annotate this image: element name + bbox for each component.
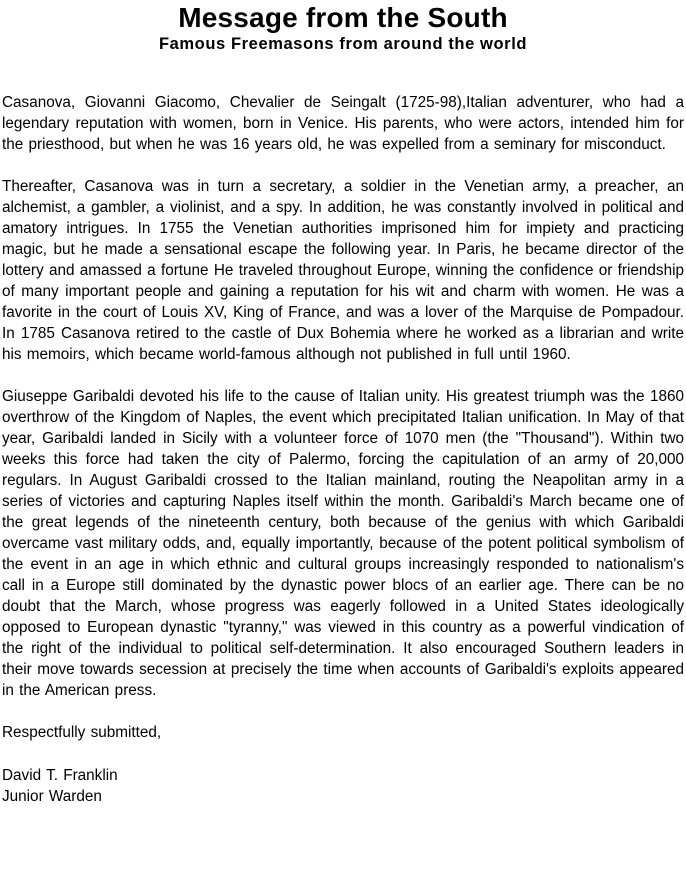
- document-header: [2, 3, 684, 54]
- signature-block: [2, 765, 684, 807]
- paragraph-casanova-career: Thereafter, Casanova was in turn a secretary, a soldier in the Venetian army, a preacher, an alchemist, a gambler, a violinist, and a spy. In addition, he was constantly involved in political and amatory intrigues. In 1755 the Venetian authorities imprisoned him for impiety and practicing magic, but he made a sensational escape the following year. In Paris, he became director of the lottery and amassed a fortune He traveled throughout Europe, winning the confidence or friendship of many important people and gaining a reputation for his wit and charm with women. He was a favorite in the court of Louis XV, King of France, and was a lover of the Marquise de Pompadour. In 1785 Casanova retired to the castle of Dux Bohemia where he worked as a librarian and write his memoirs, which became world-famous although not published in full until 1960.: [2, 178, 684, 363]
- paragraph-casanova-intro: Casanova, Giovanni Giacomo, Chevalier de Seingalt (1725-98),Italian adventurer, who had a legendary reputation with women, born in Venice. His parents, who were actors, intended him for the priesthood, but when he was 16 years old, he was expelled from a seminary for misconduct.: [2, 94, 684, 153]
- signature-name: David T. Franklin: [2, 767, 118, 784]
- page-subtitle: Famous Freemasons from around the world: [158, 35, 528, 53]
- document-body: [2, 92, 684, 807]
- signature-title: Junior Warden: [2, 788, 102, 805]
- paragraph-garibaldi: Giuseppe Garibaldi devoted his life to the cause of Italian unity. His greatest triumph was the 1860 overthrow of the Kingdom of Naples, the event which precipitated Italian unification. In May of that year, Garibaldi landed in Sicily with a volunteer force of 1070 men (the "Thousand"). Within two weeks this force had taken the city of Palermo, forcing the capitulation of an army of 20,000 regulars. In August Garibaldi crossed to the Italian mainland, routing the Neapolitan army in a series of victories and capturing Naples itself within the month. Garibaldi's March became one of the great legends of the nineteenth century, both because of the genius with which Garibaldi overcame vast military odds, and, equally importantly, because of the potent political symbolism of the event in an age in which ethnic and cultural groups increasingly responded to nationalism's call in a Europe still dominated by the dynastic power blocs of an earlier age. There can be no doubt that the March, whose progress was eagerly followed in a United States ideologically opposed to European dynastic "tyranny," was viewed in this country as a powerful vindication of the right of the individual to political self-determination. It also encouraged Southern leaders in their move towards secession at precisely the time when accounts of Garibaldi's exploits appeared in the American press.: [2, 388, 684, 699]
- page-title: Message from the South: [178, 2, 508, 33]
- closing-line: Respectfully submitted,: [2, 724, 162, 741]
